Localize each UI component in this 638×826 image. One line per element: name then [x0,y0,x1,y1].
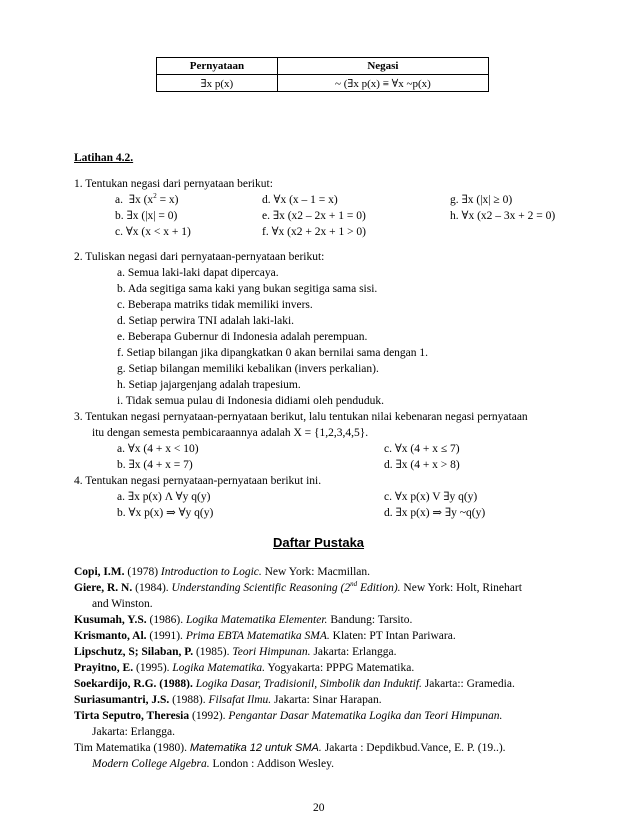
q2-item-b: b. Ada segitiga sama kaki yang bukan segitiga sama sisi. [117,283,378,295]
q4-item-d: d. ∃x p(x) ⇒ ∃y ~q(y) [384,507,486,519]
q2-item-a: a. Semua laki-laki dapat dipercaya. [117,267,279,279]
table-header-pernyataan: Pernyataan [157,58,278,75]
q1-item-c: c. ∀x (x < x + 1) [115,226,191,238]
q2-text: 2. Tuliskan negasi dari pernyataan-pernyataan berikut: [74,251,325,263]
ref-title-sup: nd [350,580,358,589]
ref-title: Logika Matematika. [172,662,266,674]
q4-item-b: b. ∀x p(x) ⇒ ∀y q(y) [117,507,214,519]
q4-item-c: c. ∀x p(x) V ∃y q(y) [384,491,478,503]
table-row [157,75,489,92]
q1-item-d: d. ∀x (x – 1 = x) [262,194,338,206]
q2-item-e: e. Beberapa Gubernur di Indonesia adalah perempuan. [117,331,368,343]
q3-line2: itu dengan semesta pembicaraannya adalah X = {1,2,3,4,5}. [92,427,369,439]
ref-year: (1978) [124,566,161,578]
q1-item-f: f. ∀x (x2 + 2x + 1 > 0) [262,226,367,238]
table-cell-negasi: ~ (∃x p(x) ≡ ∀x ~p(x) [277,75,488,92]
q3-line1: 3. Tentukan negasi pernyataan-pernyataan berikut, lalu tentukan nilai kebenaran negasi pernyataan [74,411,528,423]
q1-a-label: a. [115,194,123,206]
q2-item-d: d. Setiap perwira TNI adalah laki-laki. [117,315,295,327]
ref-title: Modern College Algebra. [92,758,210,770]
ref-tim-line2 [92,759,334,771]
ref-krismanto [74,631,456,643]
q1-a-sup: 2 [153,192,157,201]
ref-kusumah [74,615,412,627]
ref-author: Krismanto, Al. [74,630,147,642]
ref-author: Tim Matematika (1980). [74,742,190,754]
ref-prayitno [74,663,414,675]
ref-giere-line2: and Winston. [92,598,153,610]
ref-publisher: London : Addison Wesley. [209,758,334,770]
q1-item-a [115,192,179,207]
ref-author: Copi, I.M. [74,566,125,578]
ref-author: Giere, R. N. [74,582,133,594]
q2-item-g: g. Setiap bilangan memiliki kebalikan (invers perkalian). [117,363,379,375]
q1-item-h: h. ∀x (x2 – 3x + 2 = 0) [450,210,556,222]
ref-author: Soekardijo, R.G. (1988). [74,678,193,690]
table-header-negasi: Negasi [277,58,488,75]
ref-year: (1991). [146,630,186,642]
q1-a-pre: ∃x (x [128,194,154,206]
ref-publisher: New York: Holt, Rinehart [400,582,522,594]
ref-tirta-line2: Jakarta: Erlangga. [92,726,176,738]
ref-year: (1992). [189,710,229,722]
q1-item-g: g. ∃x (|x| ≥ 0) [450,194,513,206]
ref-title: Introduction to Logic. [160,566,262,578]
daftar-pustaka-heading: Daftar Pustaka [273,535,365,550]
ref-tim [74,743,506,755]
ref-title: Pengantar Dasar Matematika Logika dan Teori Himpunan. [228,710,503,722]
q1-item-b: b. ∃x (|x| = 0) [115,210,178,222]
ref-publisher: Bandung: Tarsito. [327,614,413,626]
ref-copi [74,567,370,579]
ref-year: (1988). [169,694,209,706]
ref-year: (1984). [132,582,172,594]
ref-suriasumantri [74,695,382,707]
q4-item-a: a. ∃x p(x) Λ ∀y q(y) [117,491,211,503]
ref-author: Tirta Seputro, Theresia [74,710,190,722]
q2-item-h: h. Setiap jajargenjang adalah trapesium. [117,379,301,391]
q3-item-c: c. ∀x (4 + x ≤ 7) [384,443,460,455]
ref-title: Teori Himpunan. [232,646,311,658]
q1-item-e: e. ∃x (x2 – 2x + 1 = 0) [262,210,366,222]
latihan-title: Latihan 4.2. [74,152,134,164]
negation-table [156,57,489,92]
q3-item-d: d. ∃x (4 + x > 8) [384,459,460,471]
ref-title: Prima EBTA Matematika SMA. [185,630,330,642]
page-number: 20 [313,802,325,814]
ref-title: Understanding Scientific Reasoning (2 [171,582,351,594]
ref-tirta [74,711,502,723]
q2-item-f: f. Setiap bilangan jika dipangkatkan 0 akan bernilai sama dengan 1. [117,347,429,359]
ref-soekardijo [74,679,515,691]
q4-text: 4. Tentukan negasi pernyataan-pernyataan berikut ini. [74,475,322,487]
q2-item-i: i. Tidak semua pulau di Indonesia didiami oleh penduduk. [117,395,385,407]
q2-item-c: c. Beberapa matriks tidak memiliki invers. [117,299,313,311]
q1-a-post: = x) [156,194,179,206]
ref-author: Lipschutz, S; Silaban, P. [74,646,194,658]
ref-title-end: Edition). [357,582,401,594]
ref-title: Filsafat Ilmu. [208,694,272,706]
ref-publisher: Jakarta:: Gramedia. [421,678,515,690]
ref-title: Logika Dasar, Tradisionil, Simbolik dan Induktif. [195,678,422,690]
ref-publisher: Yogyakarta: PPPG Matematika. [265,662,415,674]
table-header-row [157,58,489,75]
ref-giere [74,580,522,595]
q3-item-a: a. ∀x (4 + x < 10) [117,443,199,455]
ref-year: (1986). [146,614,186,626]
ref-publisher: Jakarta: Erlangga. [310,646,397,658]
ref-publisher: Klaten: PT Intan Pariwara. [329,630,456,642]
table-cell-pernyataan: ∃x p(x) [157,75,278,92]
ref-author: Suriasumantri, J.S. [74,694,170,706]
ref-title: Matematika 12 untuk SMA. [189,742,322,754]
ref-publisher: New York: Macmillan. [261,566,371,578]
ref-author: Kusumah, Y.S. [74,614,147,626]
ref-title: Logika Matematika Elementer. [185,614,328,626]
ref-author: Prayitno, E. [74,662,134,674]
q1-text: 1. Tentukan negasi dari pernyataan berikut: [74,178,273,190]
ref-year: (1985). [193,646,233,658]
ref-publisher: Jakarta : Depdikbud.Vance, E. P. (19..). [321,742,506,754]
q3-item-b: b. ∃x (4 + x = 7) [117,459,193,471]
ref-lipschutz [74,647,396,659]
ref-publisher: Jakarta: Sinar Harapan. [271,694,382,706]
ref-year: (1995). [133,662,173,674]
